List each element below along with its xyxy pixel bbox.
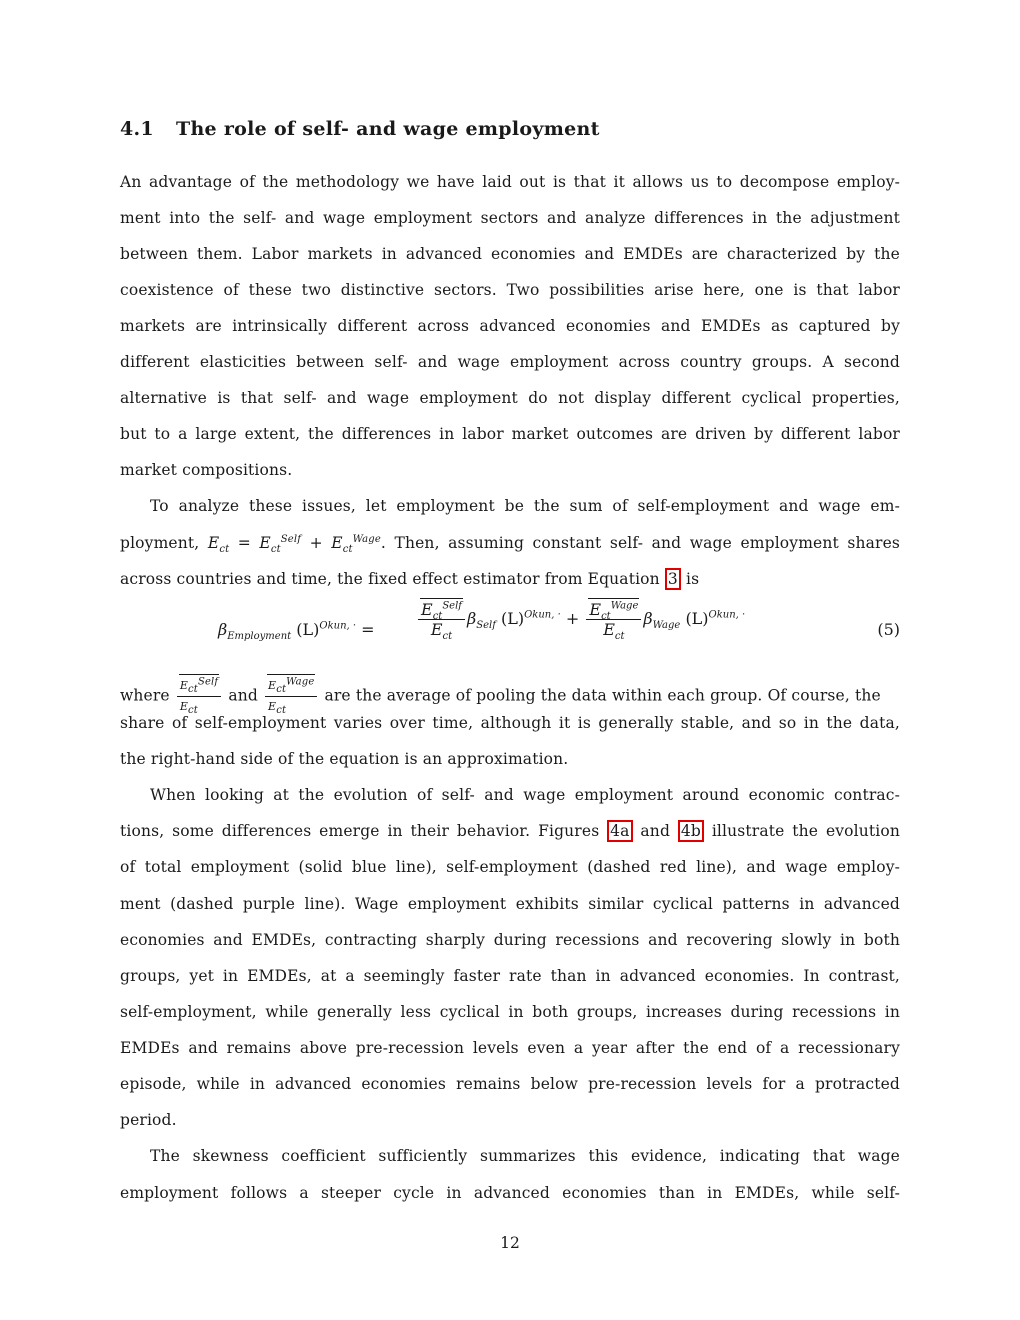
text-line bbox=[120, 569, 900, 589]
text-span: across countries and time, the fixed effect estimator from Equation bbox=[120, 570, 665, 588]
equation-5 bbox=[218, 600, 900, 660]
text-line: When looking at the evolution of self- and wage employment around economic contrac- bbox=[150, 786, 900, 804]
fraction-wage-share: $\frac{E_{ct}^{Wage}}{E_{ct}}$ bbox=[586, 600, 641, 639]
section-number: 4.1 bbox=[120, 118, 154, 140]
text-line: coexistence of these two distinctive sectors. Two possibilities arise here, one is that labor bbox=[120, 281, 900, 299]
figure-ref-4a-link[interactable]: 4a bbox=[607, 820, 632, 842]
text-line: the right-hand side of the equation is an approximation. bbox=[120, 750, 569, 768]
text-span: ployment, bbox=[120, 534, 208, 552]
section-title: The role of self- and wage employment bbox=[176, 118, 600, 140]
text-line: share of self-employment varies over time, although it is generally stable, and so in the data, bbox=[120, 714, 900, 732]
text-line: episode, while in advanced economies remains below pre-recession levels for a protracted bbox=[120, 1075, 900, 1093]
section-heading bbox=[120, 118, 600, 140]
text-line: markets are intrinsically different across advanced economies and EMDEs as captured by bbox=[120, 317, 900, 335]
text-line: The skewness coefficient sufficiently summarizes this evidence, indicating that wage bbox=[150, 1147, 900, 1165]
text-line: An advantage of the methodology we have laid out is that it allows us to decompose employ- bbox=[120, 173, 900, 191]
text-line: economies and EMDEs, contracting sharply during recessions and recovering slowly in both bbox=[120, 931, 900, 949]
text-span: is bbox=[680, 570, 700, 588]
text-line: employment follows a steeper cycle in advanced economies than in EMDEs, while self- bbox=[120, 1184, 900, 1202]
equation-lhs: $\beta_{Employment}$ $(L)^{Okun, \cdot}$ = bbox=[218, 620, 375, 643]
figure-ref-4b-link[interactable]: 4b bbox=[678, 820, 704, 842]
text-line bbox=[120, 533, 900, 556]
text-line: market compositions. bbox=[120, 461, 293, 479]
text-line: groups, yet in EMDEs, at a seemingly faster rate than in advanced economies. In contrast, bbox=[120, 967, 900, 985]
fraction-self-share-inline: $\frac{E_{ct}^{Self}}{E_{ct}}$ bbox=[177, 676, 221, 717]
text-line: of total employment (solid blue line), self-employment (dashed red line), and wage employ- bbox=[120, 858, 900, 876]
equation-number: (5) bbox=[877, 620, 900, 639]
text-line: alternative is that self- and wage employment do not display different cyclical properties, bbox=[120, 389, 900, 407]
text-line: between them. Labor markets in advanced economies and EMDEs are characterized by the bbox=[120, 245, 900, 263]
fraction-self-share: $\frac{E_{ct}^{Self}}{E_{ct}}$ bbox=[418, 600, 465, 639]
text-line: different elasticities between self- and wage employment across country groups. A second bbox=[120, 353, 900, 371]
text-line: To analyze these issues, let employment be the sum of self-employment and wage em- bbox=[150, 497, 900, 515]
page-number: 12 bbox=[500, 1234, 520, 1252]
text-line: but to a large extent, the differences in labor market outcomes are driven by different labor bbox=[120, 425, 900, 443]
fraction-wage-share-inline: $\frac{E_{ct}^{Wage}}{E_{ct}}$ bbox=[265, 676, 317, 717]
text-line: EMDEs and remains above pre-recession levels even a year after the end of a recessionary bbox=[120, 1039, 900, 1057]
text-line: ment into the self- and wage employment sectors and analyze differences in the adjustment bbox=[120, 209, 900, 227]
equation-rhs: $\frac{E_{ct}^{Self}}{E_{ct}}$ $\beta_{Self}$ $(L)^{Okun, \cdot}$ + $\frac{E_{ct}^{Wage}}{E_{ct}}$ $\beta_{Wage}$ $(L)^{Okun, \cdot}$ bbox=[416, 600, 745, 639]
text-span: . Then, assuming constant self- and wage employment shares bbox=[380, 534, 900, 552]
text-line: where $\frac{E_{ct}^{Self}}{E_{ct}}$ and $\frac{E_{ct}^{Wage}}{E_{ct}}$ are the average of pooling the data within each group. Of course, the bbox=[120, 676, 900, 717]
text-line: tions, some differences emerge in their behavior. Figures 4a and 4b illustrate the evolution bbox=[120, 822, 901, 840]
inline-math-employment-sum: $E_{ct} = E_{ct}^{Self} + E_{ct}^{Wage}$ bbox=[207, 533, 381, 556]
text-line: ment (dashed purple line). Wage employment exhibits similar cyclical patterns in advanced bbox=[120, 895, 900, 913]
equation-ref-link[interactable]: 3 bbox=[665, 568, 681, 590]
text-line: period. bbox=[120, 1111, 177, 1129]
text-line: self-employment, while generally less cyclical in both groups, increases during recessions in bbox=[120, 1003, 900, 1021]
